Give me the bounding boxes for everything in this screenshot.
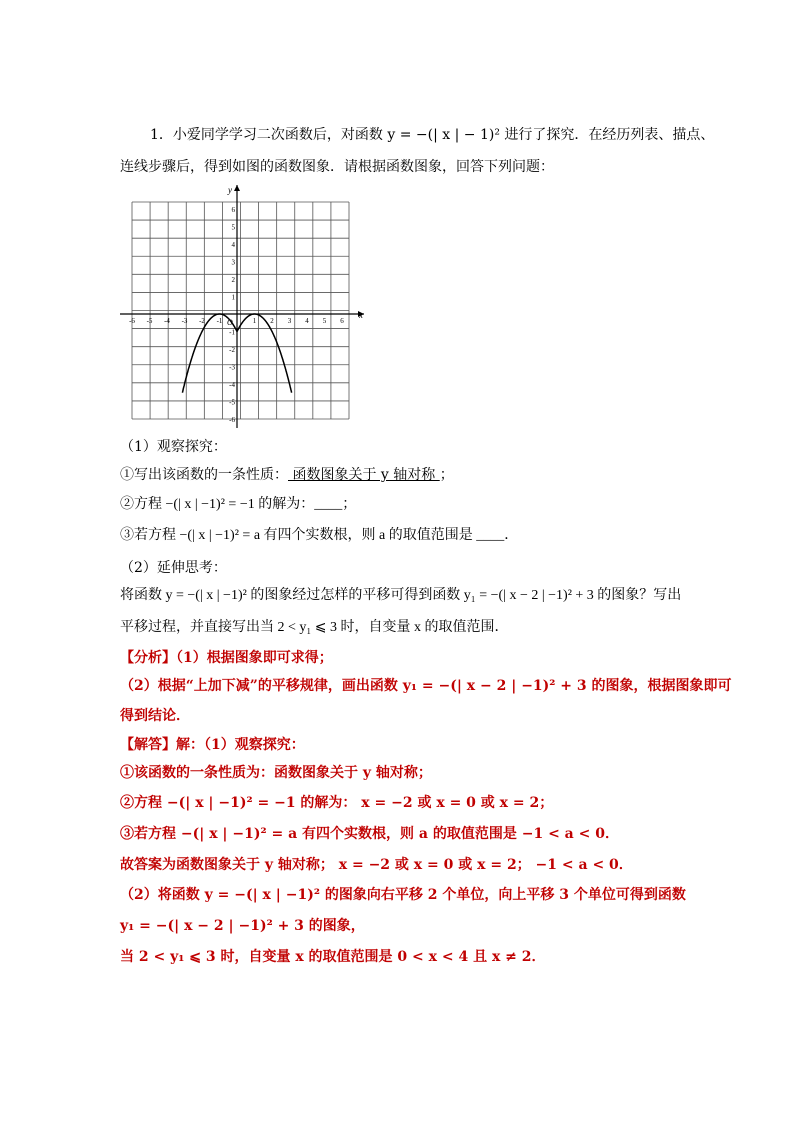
part2-heading: （2）延伸思考：	[120, 560, 227, 576]
y-tick-label: 2	[231, 276, 235, 284]
question-3: ③若方程 −(| x | −1)² = a 有四个实数根，则 a 的取值范围是 ____．	[120, 528, 519, 543]
analysis-line-2: （2）根据“上加下减”的平移规律，画出函数 y₁ = −(| x − 2 | −1)² + 3 的图象，根据图象即可	[120, 678, 732, 694]
analysis-line-3: 得到结论．	[120, 708, 190, 724]
q1-prefix: ①写出该函数的一条性质：	[120, 467, 288, 483]
answer-1: ①该函数的一条性质为：函数图象关于 y 轴对称；	[120, 765, 432, 781]
y-tick-label: -5	[229, 398, 235, 407]
part2-line-1: 将函数 y = −(| x | −1)² 的图象经过怎样的平移可得到函数 y₁ = −(| x − 2 | −1)² + 3 的图象？写出	[120, 588, 682, 603]
grid-lines	[132, 202, 349, 419]
analysis-line-1: 【分析】（1）根据图象即可求得；	[120, 650, 333, 666]
x-tick-label: -2	[199, 317, 205, 325]
question-1	[120, 465, 454, 485]
answer-part2-line-3: 当 2 < y₁ ⩽ 3 时，自变量 x 的取值范围是 0 < x < 4 且 x ≠ 2．	[120, 949, 546, 965]
origin-label: O	[227, 318, 233, 327]
y-tick-label: -1	[229, 328, 235, 337]
y-tick-label: 5	[231, 223, 235, 232]
y-tick-label: -2	[229, 346, 235, 354]
question-2: ②方程 −(| x | −1)² = −1 的解为：____；	[120, 497, 357, 512]
x-tick-label: 5	[322, 317, 327, 325]
question-line-1: 1．小爱同学学习二次函数后，对函数 y = −(| x | − 1)² 进行了探究．在经历列表、描点、	[150, 127, 715, 143]
x-tick-label: 1	[252, 317, 257, 325]
tick-labels	[129, 185, 363, 424]
answer-part2-line-1: （2）将函数 y = −(| x | −1)² 的图象向右平移 2 个单位，向上平移 3 个单位可得到函数	[120, 887, 686, 903]
q1-suffix: ；	[439, 467, 454, 483]
part1-heading: （1）观察探究：	[120, 439, 227, 455]
y-tick-label: 4	[231, 241, 235, 249]
x-tick-label: -1	[216, 317, 223, 325]
answer-summary: 故答案为函数图象关于 y 轴对称； x = −2 或 x = 0 或 x = 2； −1 < a < 0．	[120, 857, 633, 873]
y-tick-label: -4	[229, 381, 235, 389]
function-graph	[120, 182, 370, 430]
y-axis-label: y	[228, 185, 232, 195]
y-tick-label: -6	[229, 416, 235, 424]
x-axis-label: x	[359, 310, 363, 320]
answer-heading: 【解答】解：（1）观察探究：	[120, 737, 305, 753]
x-tick-label: 4	[305, 317, 309, 325]
answer-part2-line-2: y₁ = −(| x − 2 | −1)² + 3 的图象，	[120, 918, 365, 934]
y-tick-label: 3	[231, 258, 235, 267]
y-axis-arrow	[234, 185, 240, 191]
question-line-2: 连线步骤后，得到如图的函数图象．请根据函数图象，回答下列问题：	[120, 159, 554, 175]
x-tick-label: -5	[146, 317, 153, 325]
answer-2: ②方程 −(| x | −1)² = −1 的解为： x = −2 或 x = 0 或 x = 2；	[120, 795, 554, 811]
x-tick-label: -6	[129, 317, 135, 325]
part2-line-2: 平移过程，并直接写出当 2 < y₁ ⩽ 3 时，自变量 x 的取值范围．	[120, 620, 509, 635]
x-tick-label: -4	[164, 317, 170, 325]
answer-3: ③若方程 −(| x | −1)² = a 有四个实数根，则 a 的取值范围是 −1 < a < 0．	[120, 826, 619, 842]
y-tick-label: 1	[231, 293, 235, 302]
q1-answer: 函数图象关于 y 轴对称	[288, 467, 440, 483]
y-tick-label: 6	[231, 206, 235, 214]
x-tick-label: 3	[287, 317, 292, 325]
y-tick-label: -3	[229, 363, 235, 372]
x-tick-label: -3	[181, 317, 188, 325]
x-tick-label: 6	[340, 317, 344, 325]
axes	[120, 185, 364, 428]
x-tick-label: 2	[270, 317, 274, 325]
